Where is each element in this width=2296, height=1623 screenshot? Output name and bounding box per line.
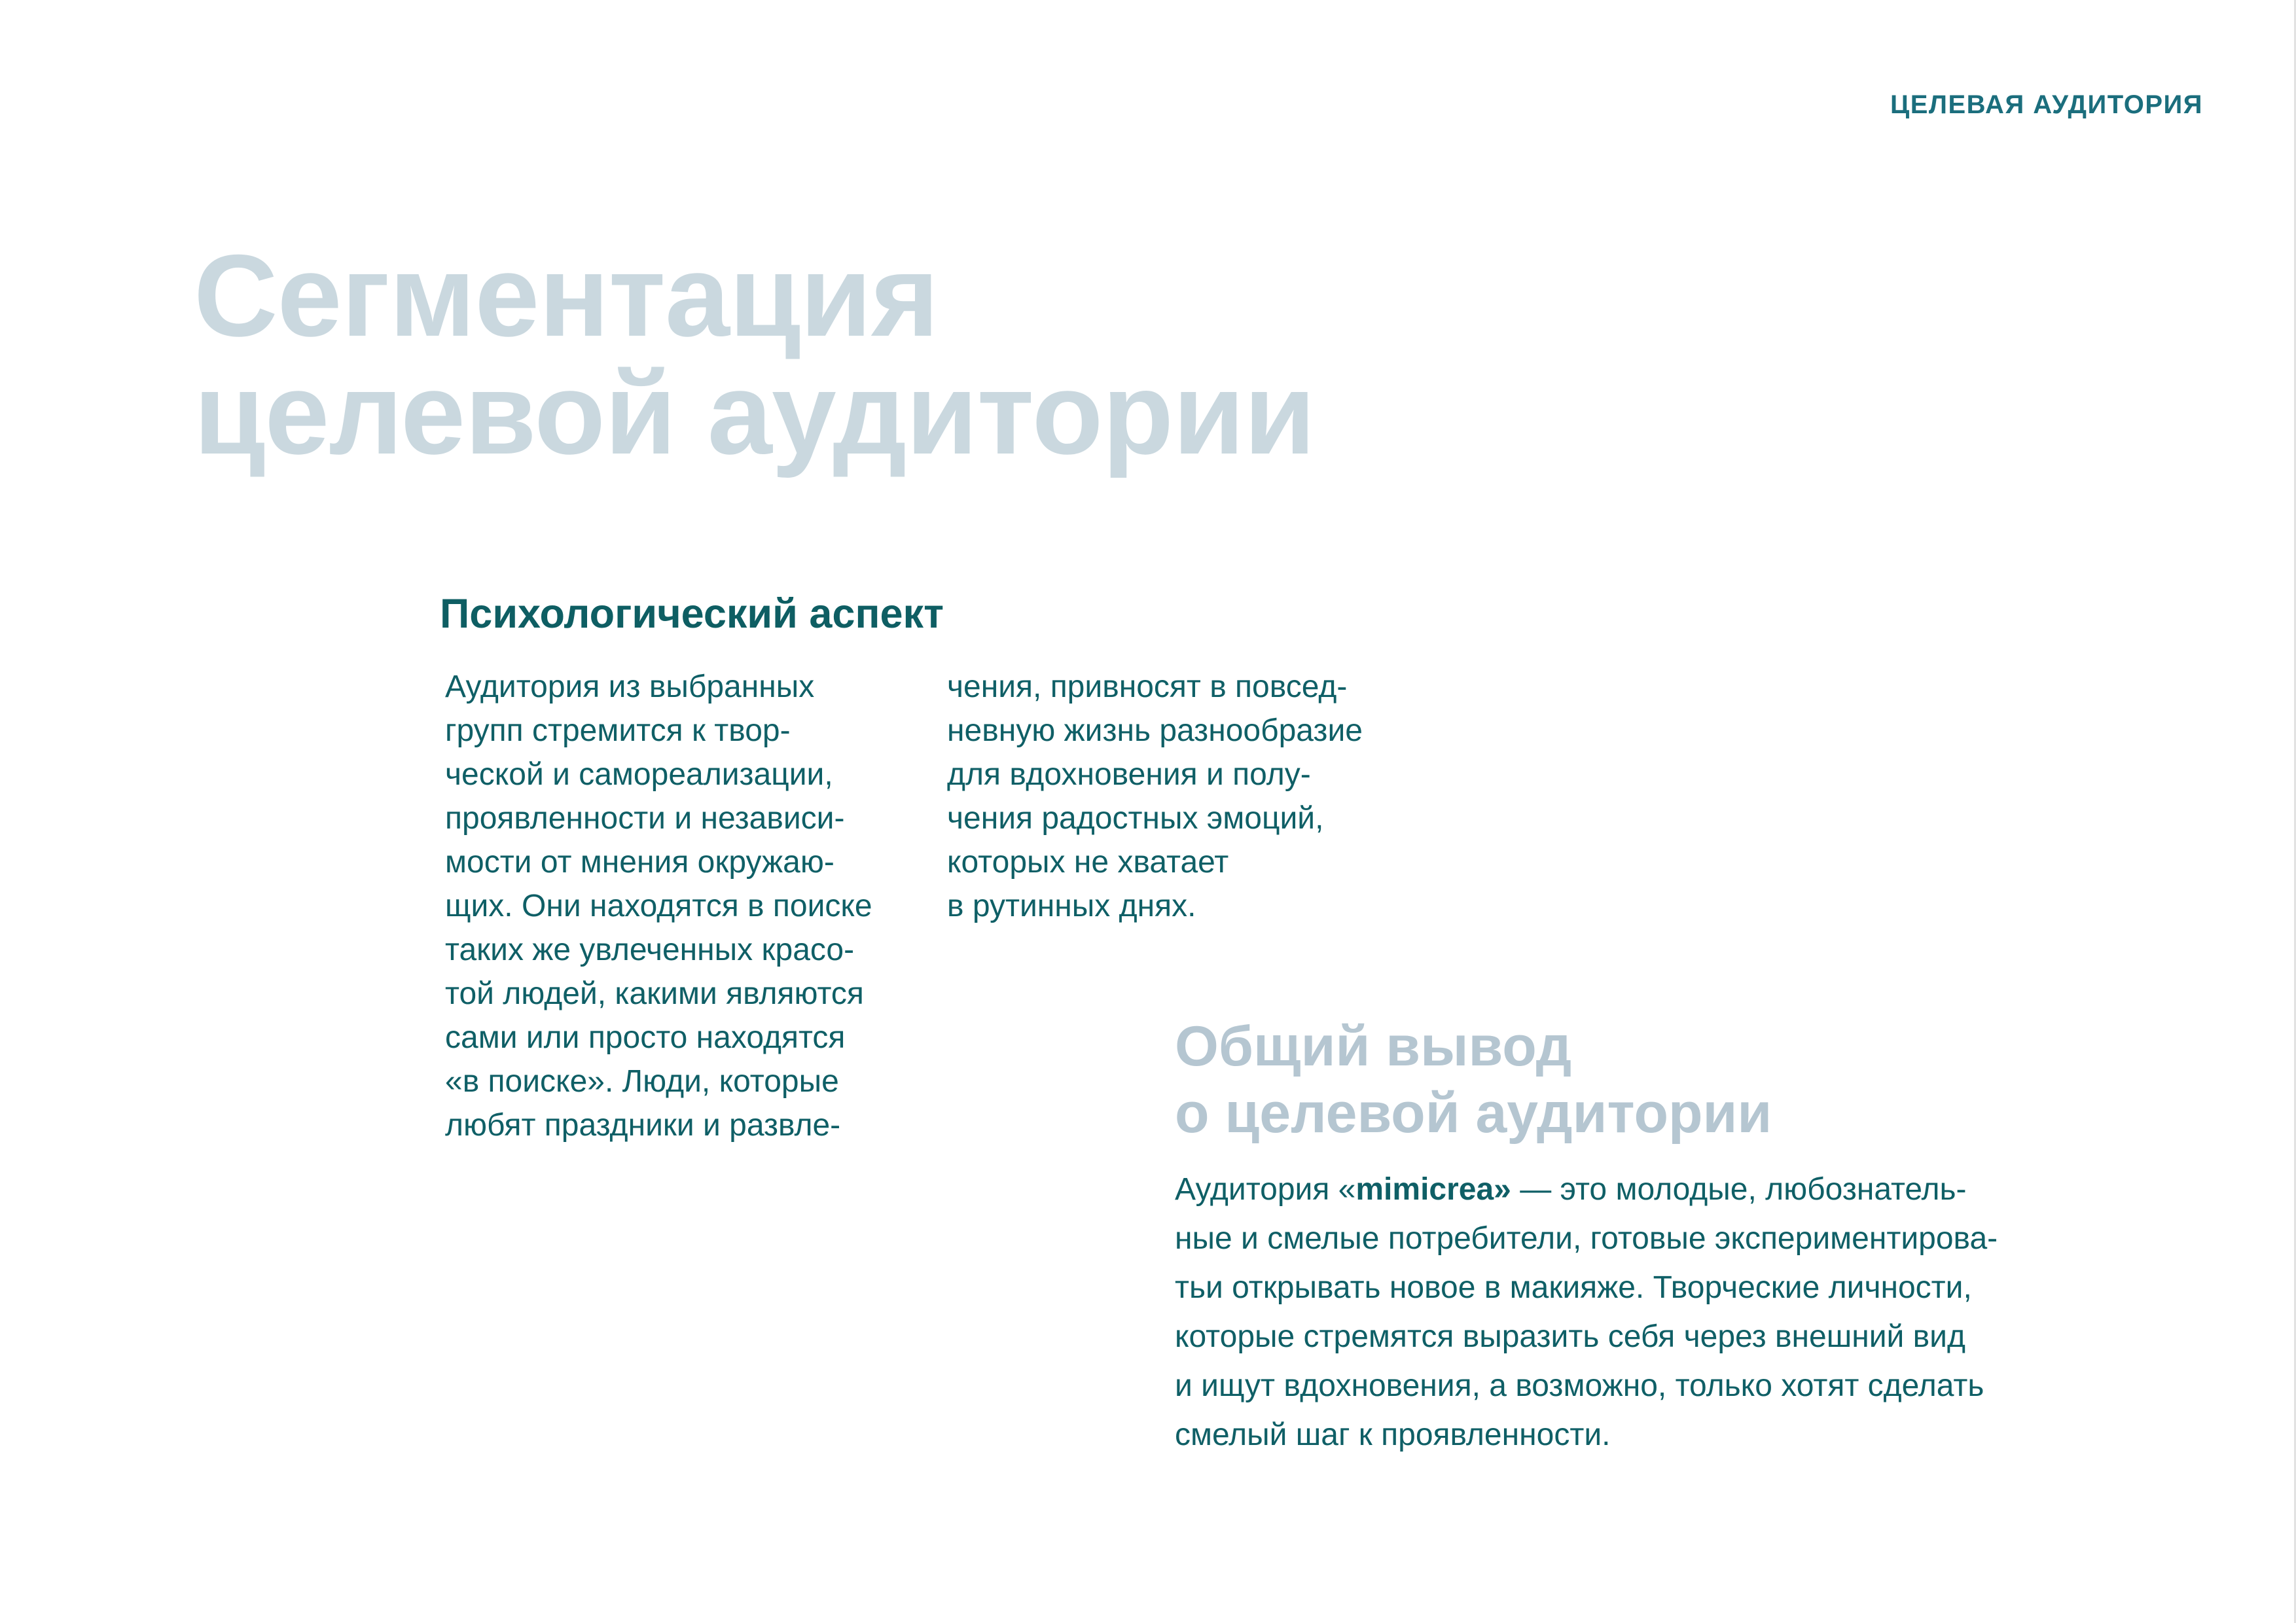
text-line: тьи открывать новое в макияже. Творческие личности, <box>1175 1270 1972 1305</box>
text-line: смелый шаг к проявленности. <box>1175 1418 1611 1452</box>
page-title-line-2: целевой аудитории <box>194 348 1315 478</box>
brand-name: mimicrea» <box>1355 1172 1511 1207</box>
text-line: в рутинных днях. <box>947 889 1196 923</box>
text-line: для вдохновения и полу- <box>947 757 1311 792</box>
conclusion-paragraph <box>1175 1165 1998 1459</box>
text-line: чения радостных эмоций, <box>947 801 1324 836</box>
text-fragment: Аудитория « <box>1175 1172 1356 1207</box>
text-line: «в поиске». Люди, которые <box>445 1064 839 1099</box>
text-line: проявленности и независи- <box>445 801 845 836</box>
psychological-aspect-heading: Психологический аспект <box>440 591 944 637</box>
text-line: ные и смелые потребители, готовые экспериментирова- <box>1175 1221 1998 1256</box>
psychological-text-column-2 <box>947 665 1363 928</box>
text-line: ческой и самореализации, <box>445 757 833 792</box>
conclusion-heading-line-1: Общий вывод <box>1175 1015 1572 1078</box>
psychological-text-column-1 <box>445 665 872 1147</box>
text-line: которых не хватает <box>947 845 1229 880</box>
text-line: сами или просто находятся <box>445 1020 846 1055</box>
conclusion-heading <box>1175 1013 1772 1147</box>
text-line: которые стремятся выразить себя через внешний вид <box>1175 1319 1965 1354</box>
conclusion-heading-line-2: о целевой аудитории <box>1175 1082 1772 1145</box>
section-label: ЦЕЛЕВАЯ АУДИТОРИЯ <box>1890 90 2203 119</box>
text-line: любят праздники и развле- <box>445 1108 841 1143</box>
text-line: Аудитория из выбранных <box>445 669 815 704</box>
text-line: той людей, какими являются <box>445 976 864 1011</box>
text-line: групп стремится к твор- <box>445 713 791 748</box>
text-line: таких же увлеченных красо- <box>445 933 855 967</box>
text-line: щих. Они находятся в поиске <box>445 889 872 923</box>
text-line: и ищут вдохновения, а возможно, только хотят сделать <box>1175 1368 1984 1403</box>
text-line <box>1175 1165 1998 1214</box>
page-title-line-1: Сегментация <box>194 230 939 361</box>
text-line: мости от мнения окружаю- <box>445 845 834 880</box>
text-line: невную жизнь разнообразие <box>947 713 1363 748</box>
text-fragment: — это молодые, любознатель- <box>1511 1172 1967 1207</box>
text-line: чения, привносят в повсед- <box>947 669 1348 704</box>
page-title <box>194 230 1315 478</box>
